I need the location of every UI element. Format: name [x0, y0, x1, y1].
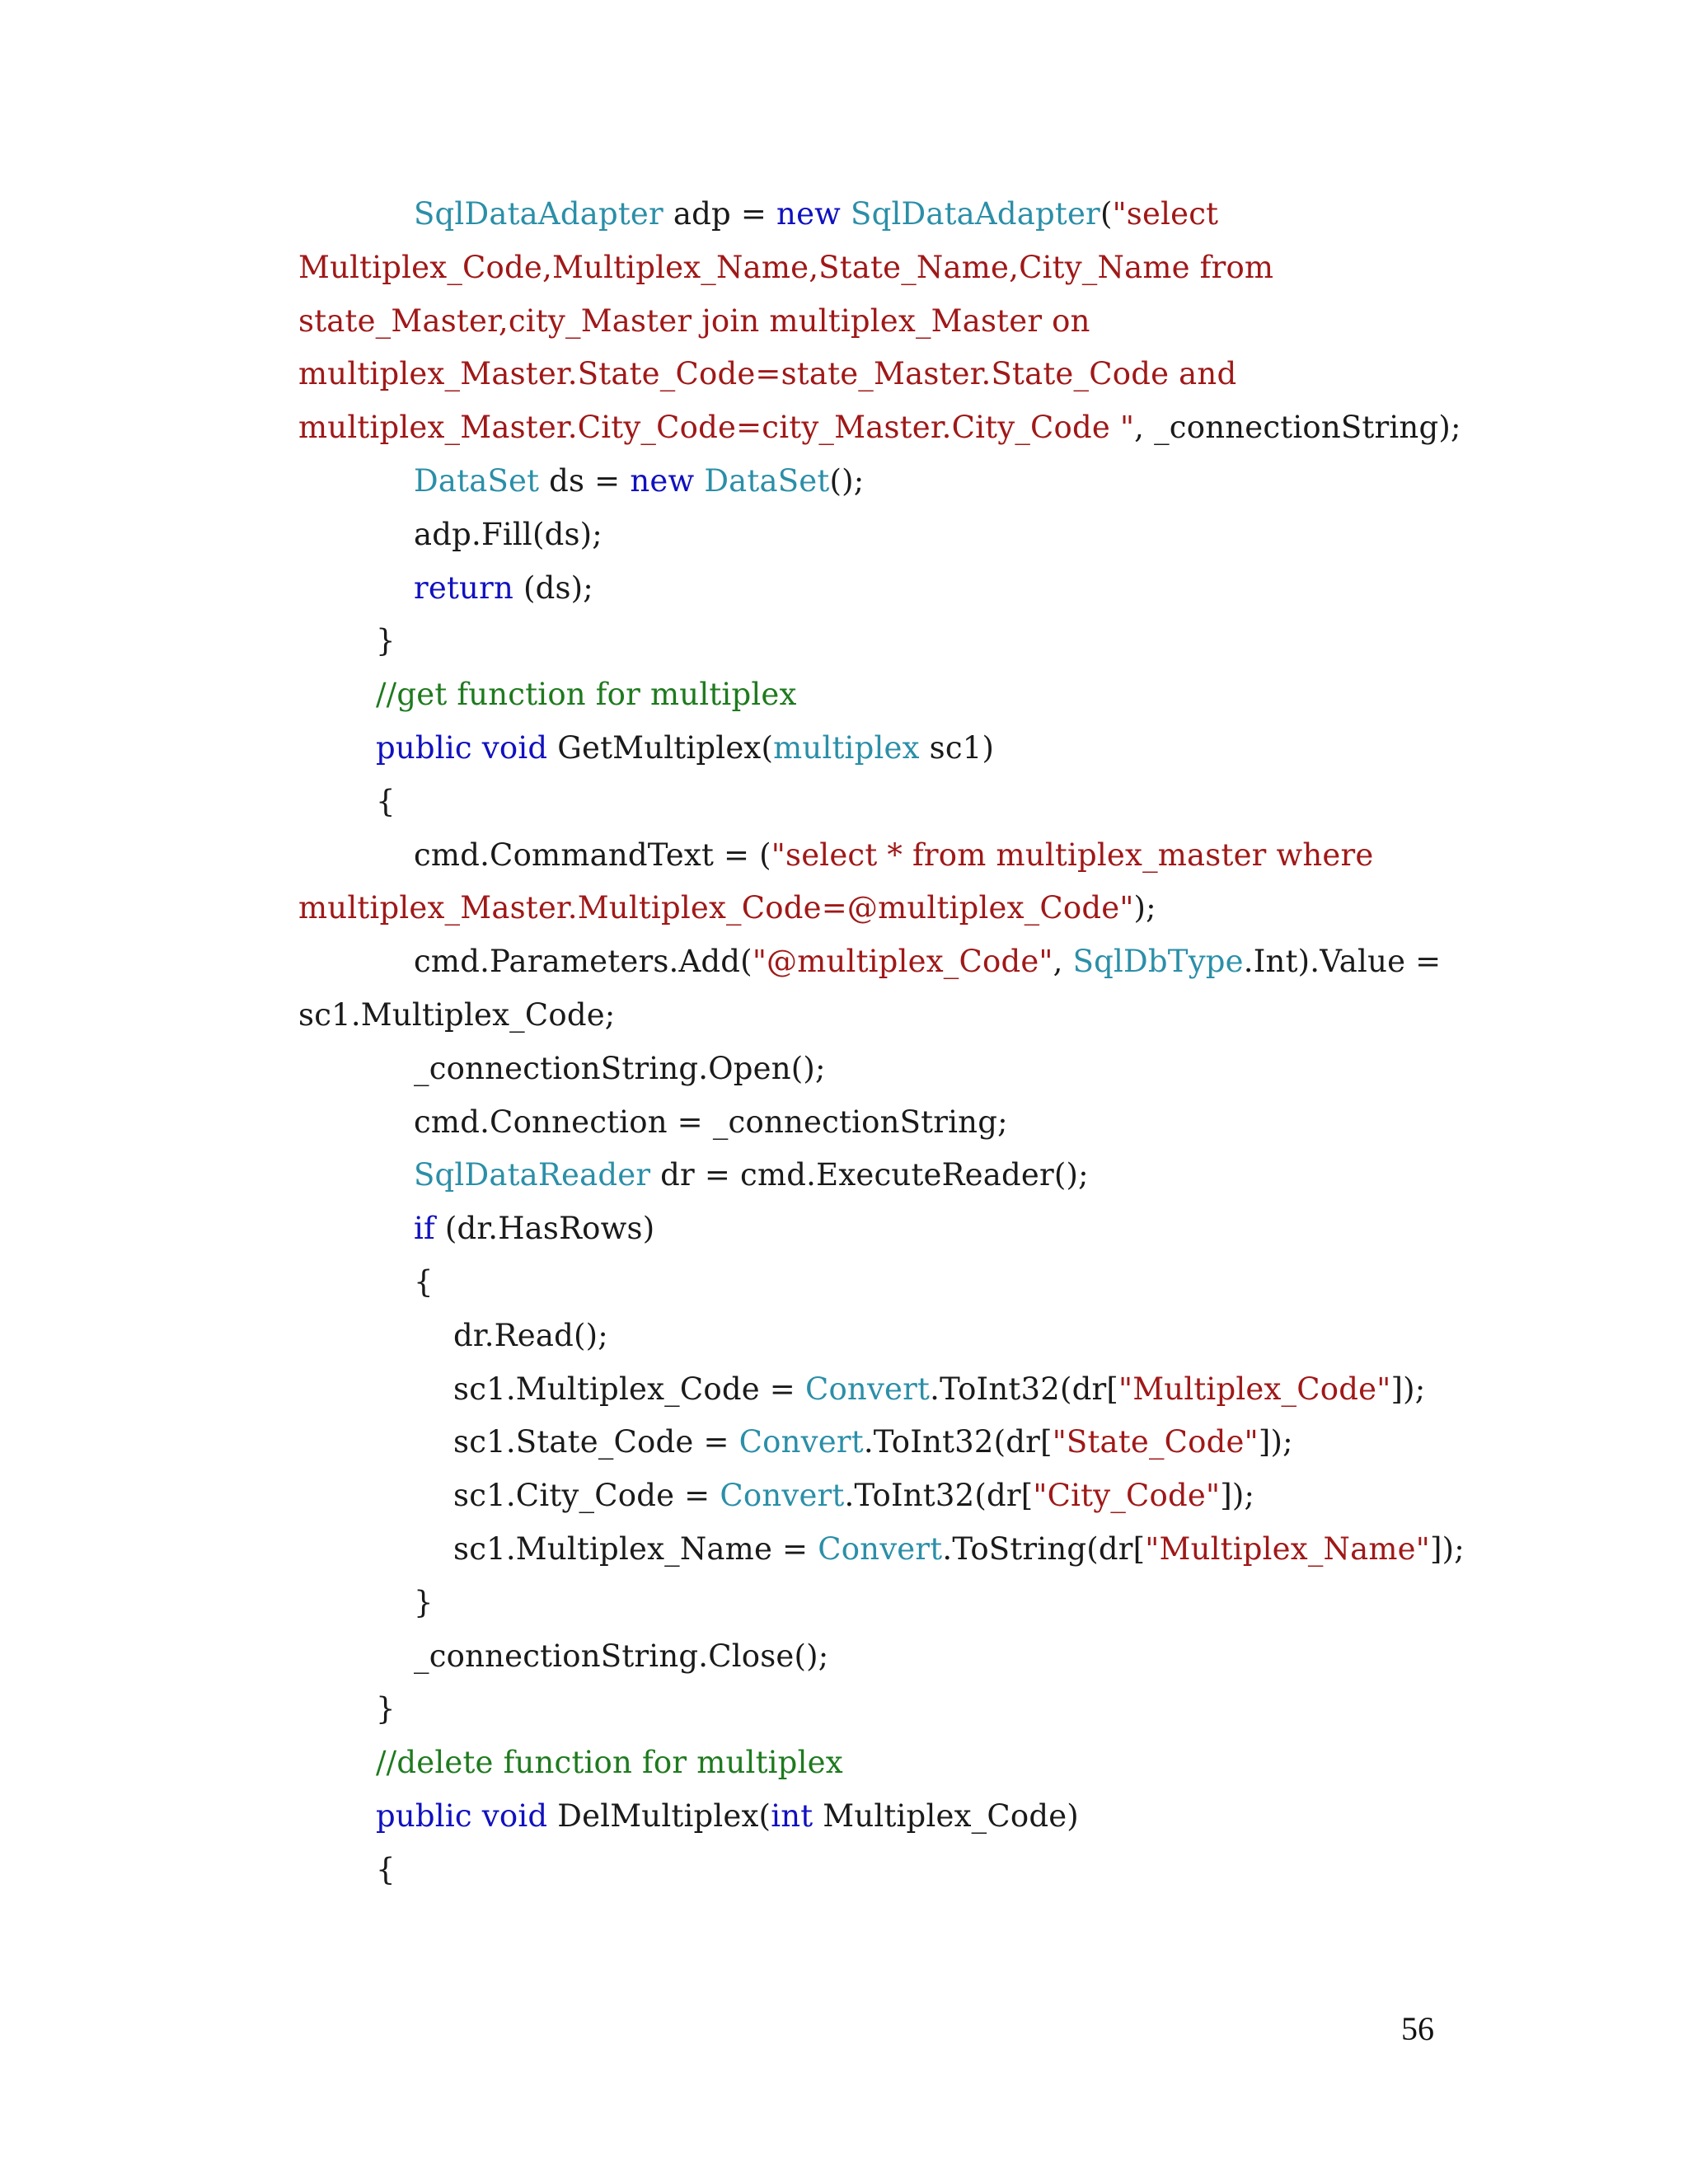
code-line [298, 1096, 1444, 1150]
code-text: _connectionString.Open(); [414, 1050, 826, 1086]
code-string: state_Master,city_Master join multiplex_Master on [298, 302, 1090, 339]
code-line [298, 188, 1444, 241]
code-line [298, 1630, 1444, 1684]
code-text: } [376, 623, 396, 659]
code-line [298, 241, 1444, 295]
code-line [298, 1683, 1444, 1736]
code-type-name: Convert [720, 1478, 845, 1514]
code-line [298, 1043, 1444, 1096]
code-type-name: SqlDataAdapter [851, 196, 1100, 232]
code-text: dr = cmd.ExecuteReader(); [650, 1157, 1089, 1193]
code-text [694, 463, 704, 499]
code-line [298, 615, 1444, 668]
code-string: multiplex_Master.State_Code=state_Master.State_Code and [298, 356, 1237, 392]
code-text [472, 730, 482, 766]
code-type-name: SqlDataReader [414, 1157, 651, 1193]
code-string: "Multiplex_Code" [1118, 1371, 1391, 1407]
code-string: "City_Code" [1033, 1478, 1221, 1514]
code-line [298, 935, 1444, 989]
code-keyword: new [776, 196, 842, 232]
code-comment: //delete function for multiplex [376, 1745, 843, 1781]
code-text: .ToInt32(dr[ [863, 1424, 1053, 1460]
code-text: { [376, 1851, 396, 1887]
code-string: "Multiplex_Name" [1145, 1530, 1430, 1567]
code-line [298, 1523, 1465, 1577]
code-line [298, 1149, 1444, 1202]
page-number: 56 [1401, 2010, 1434, 2047]
code-text: { [414, 1263, 434, 1300]
code-text: sc1.Multiplex_Name = [453, 1530, 818, 1567]
code-type-name: Convert [804, 1371, 931, 1407]
code-text: .ToInt32(dr[ [930, 1371, 1118, 1407]
code-text: sc1) [919, 729, 995, 766]
code-line [298, 829, 1444, 883]
code-text: (); [829, 462, 865, 499]
code-string: Multiplex_Code,Multiplex_Name,State_Name,City_Name from [298, 249, 1274, 285]
code-line [298, 882, 1444, 935]
code-text: cmd.Connection = _connectionString; [414, 1104, 1008, 1140]
code-text: ]); [1429, 1530, 1465, 1567]
code-text: dr.Read(); [453, 1317, 608, 1353]
code-line [298, 1416, 1444, 1469]
code-text: sc1.Multiplex_Code = [453, 1371, 805, 1407]
code-text: sc1.Multiplex_Code; [298, 996, 616, 1033]
code-line [298, 509, 1444, 562]
code-type-name: SqlDbType [1072, 944, 1244, 980]
code-type-name: DataSet [414, 462, 540, 499]
code-text [841, 196, 851, 232]
code-string: "select * from multiplex_master where [771, 837, 1374, 873]
code-keyword: public [376, 1797, 472, 1834]
code-line [298, 1256, 1444, 1310]
code-keyword: void [481, 729, 548, 766]
code-type-name: Convert [818, 1530, 943, 1567]
code-line [298, 1363, 1444, 1417]
code-text: _connectionString.Close(); [414, 1638, 829, 1674]
code-keyword: return [414, 569, 513, 606]
code-text: (dr.HasRows) [434, 1211, 655, 1247]
code-text: GetMultiplex( [547, 729, 774, 766]
code-line [298, 1844, 1444, 1897]
code-text: } [414, 1584, 434, 1620]
code-string: "State_Code" [1052, 1424, 1259, 1460]
code-text: .Int).Value = [1243, 944, 1442, 980]
code-line [298, 1202, 1444, 1256]
code-line [298, 989, 1444, 1043]
code-text: sc1.State_Code = [453, 1424, 739, 1460]
code-text: sc1.City_Code = [453, 1478, 720, 1514]
code-text: (ds); [513, 569, 593, 606]
code-listing [298, 188, 1465, 1897]
code-text: , [1053, 944, 1073, 980]
code-text: } [376, 1691, 396, 1727]
code-text: ]); [1220, 1478, 1255, 1514]
code-text: , _connectionString); [1134, 410, 1461, 446]
code-text: cmd.Parameters.Add( [414, 944, 753, 980]
code-line [298, 455, 1444, 509]
code-string: "@multiplex_Code" [752, 944, 1053, 980]
code-line [298, 562, 1444, 616]
code-text: ]); [1258, 1424, 1293, 1460]
code-text: .ToString(dr[ [942, 1530, 1146, 1567]
code-line [298, 668, 1444, 722]
code-text [472, 1798, 482, 1834]
code-line [298, 1310, 1444, 1363]
code-line [298, 1790, 1444, 1844]
code-line [298, 1469, 1444, 1523]
code-string: "select [1112, 196, 1219, 232]
code-text: adp.Fill(ds); [414, 516, 603, 552]
code-line [298, 1736, 1444, 1790]
code-type-name: DataSet [704, 462, 830, 499]
code-text: ( [1100, 196, 1113, 232]
code-text: .ToInt32(dr[ [844, 1478, 1034, 1514]
code-string: multiplex_Master.Multiplex_Code=@multiplex_Code" [298, 890, 1134, 926]
code-text: ds = [539, 462, 631, 499]
code-line [298, 295, 1444, 349]
code-text: Multiplex_Code) [813, 1797, 1079, 1834]
code-line [298, 401, 1461, 455]
code-text: DelMultiplex( [547, 1797, 771, 1834]
code-line [298, 1577, 1444, 1630]
code-keyword: if [414, 1211, 435, 1247]
code-line [298, 776, 1444, 829]
code-line [298, 722, 1444, 776]
code-keyword: void [481, 1797, 548, 1834]
code-type-name: multiplex [773, 729, 920, 766]
code-string: multiplex_Master.City_Code=city_Master.City_Code " [298, 410, 1135, 446]
code-text: { [376, 783, 396, 819]
code-type-name: Convert [738, 1424, 864, 1460]
code-text: cmd.CommandText = ( [414, 837, 771, 873]
code-keyword: int [771, 1797, 814, 1834]
code-keyword: new [630, 462, 695, 499]
code-type-name: SqlDataAdapter [414, 196, 663, 232]
code-comment: //get function for multiplex [376, 677, 797, 713]
code-text: ); [1133, 890, 1156, 926]
code-text: ]); [1390, 1371, 1426, 1407]
code-line [298, 348, 1444, 401]
code-keyword: public [376, 729, 472, 766]
code-text: adp = [663, 196, 777, 232]
